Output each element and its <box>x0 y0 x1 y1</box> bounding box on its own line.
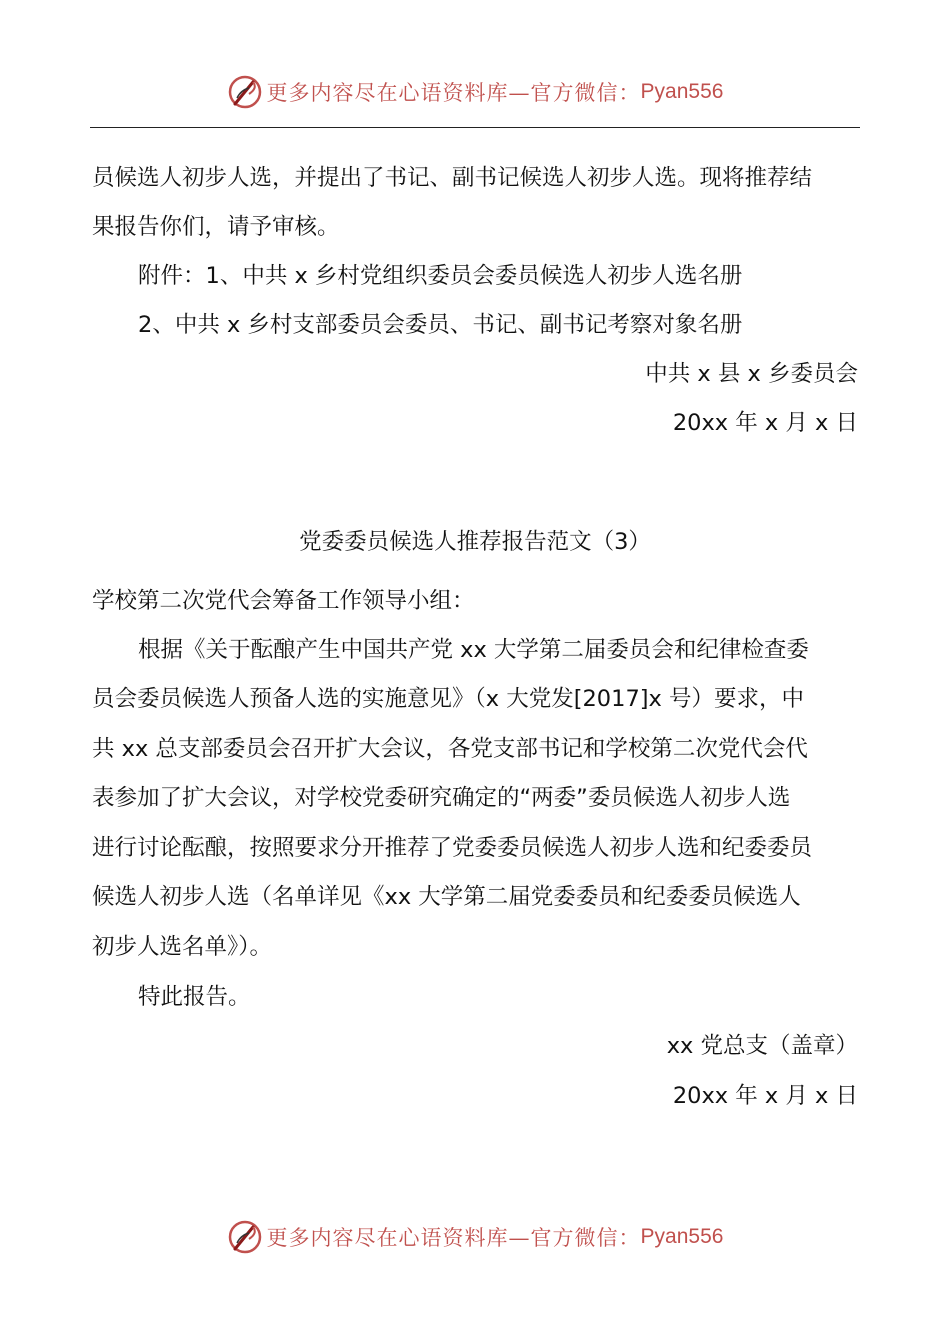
section-title: 党委委员候选人推荐报告范文（3） <box>299 529 651 555</box>
banner-wechat-id: Pyan556 <box>640 1225 724 1248</box>
paragraph-line: 员候选人初步人选，并提出了书记、副书记候选人初步人选。现将推荐结 <box>92 165 813 191</box>
closing: 特此报告。 <box>138 984 251 1010</box>
signature: 中共 x 县 x 乡委员会 <box>645 361 858 387</box>
paragraph-line: 共 xx 总支部委员会召开扩大会议，各党支部书记和学校第二次党代会代 <box>92 736 808 762</box>
attachment-line: 2、中共 x 乡村支部委员会委员、书记、副书记考察对象名册 <box>138 312 743 338</box>
header-divider <box>90 127 860 128</box>
quill-logo-icon <box>227 1219 263 1255</box>
banner-text: 更多内容尽在心语资料库—官方微信： <box>266 1226 641 1250</box>
banner-text: 更多内容尽在心语资料库—官方微信： <box>266 81 641 105</box>
paragraph-line: 进行讨论酝酿，按照要求分开推荐了党委委员候选人初步人选和纪委委员 <box>92 835 813 861</box>
signature: xx 党总支（盖章） <box>666 1033 858 1059</box>
banner-wechat-id: Pyan556 <box>640 80 724 103</box>
paragraph-line: 候选人初步人选（名单详见《xx 大学第二届党委委员和纪委委员候选人 <box>92 884 801 910</box>
paragraph-line: 根据《关于酝酿产生中国共产党 xx 大学第二届委员会和纪律检查委 <box>138 637 809 663</box>
footer-banner <box>0 1215 950 1259</box>
attachment-line: 附件：1、中共 x 乡村党组织委员会委员候选人初步人选名册 <box>138 263 743 289</box>
salutation: 学校第二次党代会筹备工作领导小组： <box>92 588 475 614</box>
paragraph-line: 初步人选名单》）。 <box>92 934 273 960</box>
quill-logo-icon <box>227 74 263 110</box>
date: 20xx 年 x 月 x 日 <box>672 410 858 436</box>
paragraph-line: 果报告你们，请予审核。 <box>92 214 340 240</box>
paragraph-line: 表参加了扩大会议，对学校党委研究确定的“两委”委员候选人初步人选 <box>92 785 791 811</box>
header-banner <box>0 70 950 114</box>
date: 20xx 年 x 月 x 日 <box>672 1083 858 1109</box>
paragraph-line: 员会委员候选人预备人选的实施意见》（x 大党发[2017]x 号）要求，中 <box>92 686 805 712</box>
